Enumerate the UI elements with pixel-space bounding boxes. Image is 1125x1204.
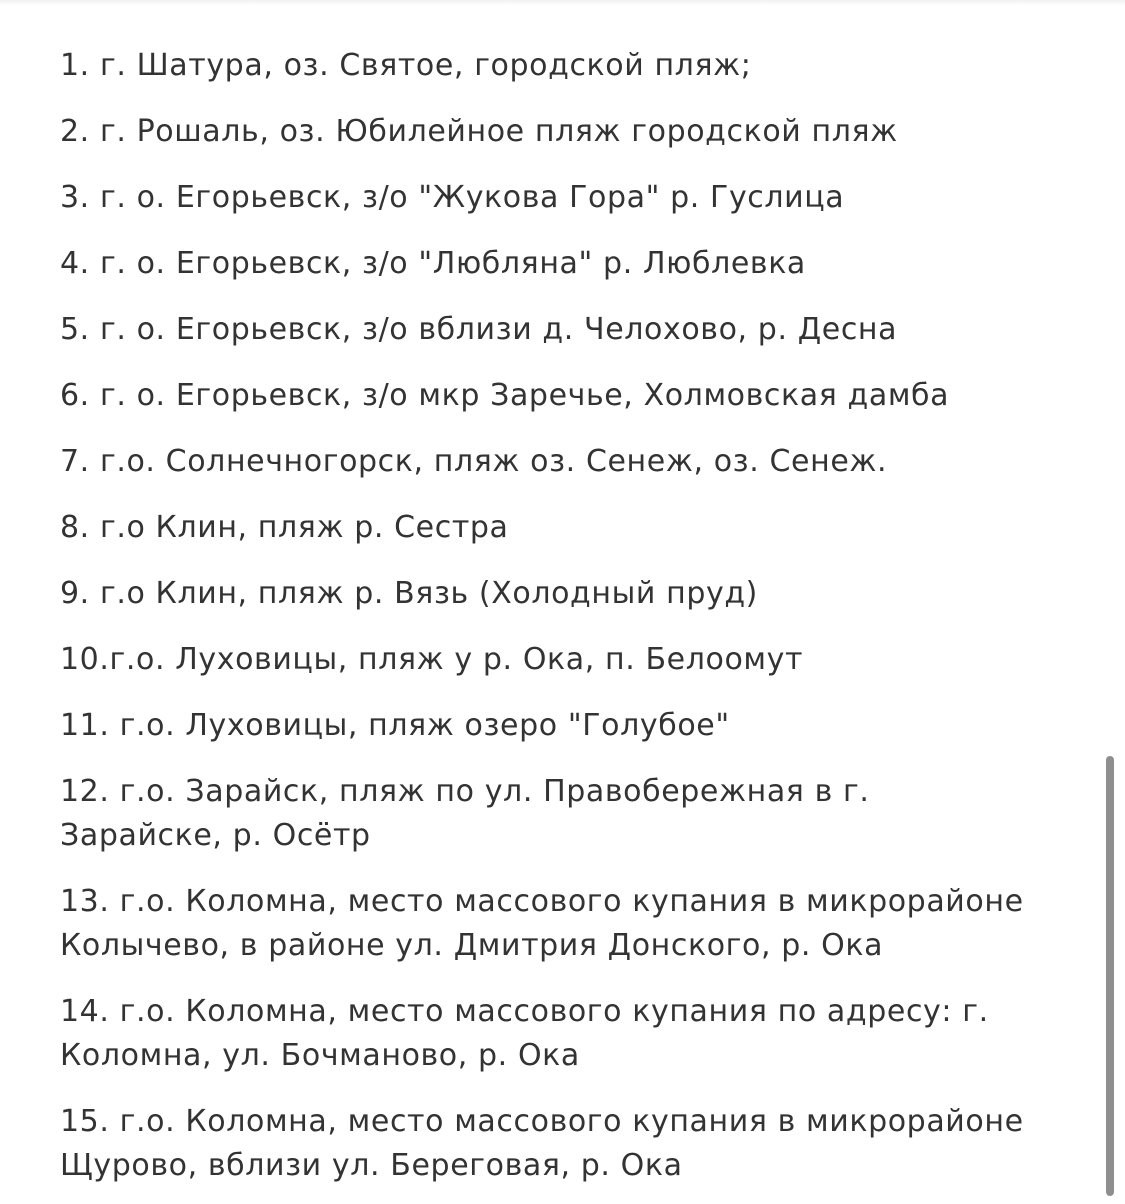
list-item: 8. г.о Клин, пляж р. Сестра — [60, 510, 509, 545]
list-item: 4. г. о. Егорьевск, з/о "Любляна" р. Люблевка — [60, 246, 806, 281]
list-item: 2. г. Рошаль, оз. Юбилейное пляж городской пляж — [60, 114, 898, 149]
list-item: 14. г.о. Коломна, место массового купания по адресу: г. Коломна, ул. Бочманово, р. Ока — [60, 994, 989, 1073]
list-item: 10.г.о. Луховицы, пляж у р. Ока, п. Белоомут — [60, 642, 804, 677]
beach-list — [60, 44, 1100, 1188]
list-item: 6. г. о. Егорьевск, з/о мкр Заречье, Холмовская дамба — [60, 378, 950, 413]
list-item: 9. г.о Клин, пляж р. Вязь (Холодный пруд) — [60, 576, 758, 611]
vertical-scrollbar[interactable] — [1106, 756, 1114, 1196]
list-item: 3. г. о. Егорьевск, з/о "Жукова Гора" р. Гуслица — [60, 180, 845, 215]
list-item: 13. г.о. Коломна, место массового купания в микрорайоне Колычево, в районе ул. Дмитрия Донского, р. Ока — [60, 884, 1024, 963]
list-item: 12. г.о. Зарайск, пляж по ул. Правобережная в г. Зарайске, р. Осётр — [60, 774, 870, 853]
list-item: 5. г. о. Егорьевск, з/о вблизи д. Челохово, р. Десна — [60, 312, 898, 347]
list-item: 11. г.о. Луховицы, пляж озеро "Голубое" — [60, 708, 730, 743]
list-item: 15. г.о. Коломна, место массового купания в микрорайоне Щурово, вблизи ул. Береговая, р. Ока — [60, 1104, 1024, 1183]
list-item: 1. г. Шатура, оз. Святое, городской пляж; — [60, 48, 752, 83]
list-item: 7. г.о. Солнечногорск, пляж оз. Сенеж, оз. Сенеж. — [60, 444, 888, 479]
top-edge — [0, 0, 1125, 6]
